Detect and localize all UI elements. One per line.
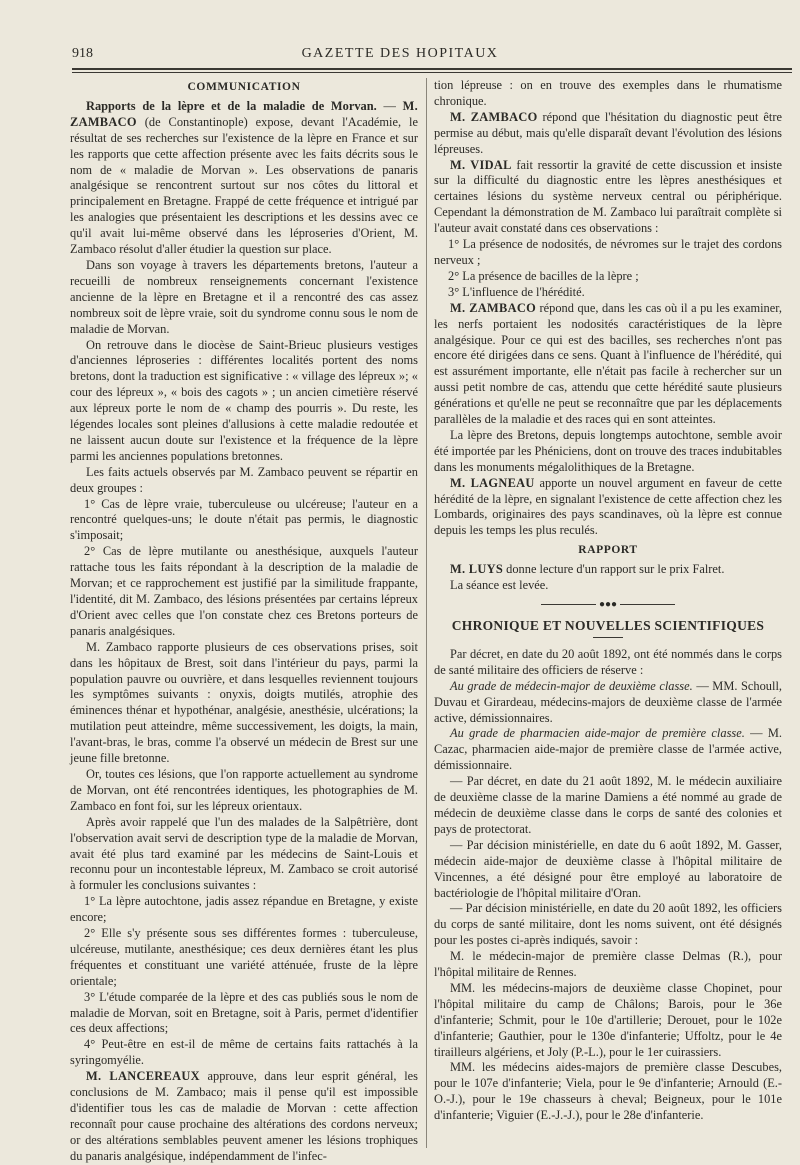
header-rule — [72, 68, 792, 70]
article-title: Rapports de la lèpre et de la maladie de Morvan. — [86, 98, 377, 113]
paragraph-text: approuve, dans leur esprit général, les conclusions de M. Zambaco; mais il pense qu'il est impossible d'identifier tous les cas de maladie de Morvan : cette affection reconnaît pour cause prochaine des altérations des cordons nerveux; or des altérations semblables peuvent amener les lésions trophiques du panaris analgésique, indépendamment de l'infec- — [70, 1069, 418, 1163]
paragraph — [434, 301, 782, 428]
right-column — [434, 78, 782, 1124]
header-rule-thin — [72, 72, 792, 73]
speaker-name: M. ZAMBACO — [450, 300, 537, 315]
paragraph — [70, 1069, 418, 1164]
paragraph-text: (de Constantinople) expose, devant l'Académie, le résultat de ses recherches sur l'existence de la lèpre en France et sur les rapports que cette affection présente avec les faits décrits sous le nom de « maladie de Morvan ». Les observations de panaris analgésique se rencontrent surtout sur nos côtes du littoral et principalement en Bretagne. Frappé de cette fréquence et intrigué par les analogies que présentaient les descriptions et les dessins avec ce qu'il avait lui-même observé dans les léproseries d'Orient, M. Zambaco résolut d'aller étudier la question sur place. — [70, 114, 418, 257]
paragraph: La lèpre des Bretons, depuis longtemps autochtone, semble avoir été importée par les Phéniciens, dont on trouve des traces indubitables dans les monuments mégalolithiques de la Bretagne. — [434, 427, 782, 474]
list-item: 2° Elle s'y présente sous ses différentes formes : tuberculeuse, ulcéreuse, mutilante, anesthésique; ces deux dernières étant les plus fréquentes et constituant une variété atténuée, fruste de la lèpre orientale; — [70, 926, 418, 988]
paragraph: Or, toutes ces lésions, que l'on rapporte actuellement au syndrome de Morvan, ont été rencontrées identiques, les photographies de M. Zambaco en font foi, sur les lépreux orientaux. — [70, 766, 418, 813]
paragraph — [434, 158, 782, 238]
section-title-chronique: CHRONIQUE ET NOUVELLES SCIENTIFIQUES — [451, 618, 765, 633]
paragraph: La séance est levée. — [450, 578, 549, 593]
paragraph — [434, 562, 782, 578]
paragraph: Après avoir rappelé que l'un des malades de la Salpêtrière, dont l'observation avait servi de description type de la maladie de Morvan, avait été plus tard examiné par les médecins de Saint-Louis et reconnu pour un incontestable lépreux, M. Zambaco se croit autorisé à formuler les conclusions suivantes : — [70, 814, 418, 893]
paragraph: M. Zambaco rapporte plusieurs de ces observations prises, soit dans les hôpitaux de Brest, soit dans l'intérieur du pays, parmi la population pauvre ou ouvrière, et dans lesquelles reviennent toujours les symptômes suivants : onyxis, doigts mutilés, atrophie des éminences thénar et hypothénar, analgésie, anesthésie, ulcérations; la mutilation peut atteindre, même successivement, les doigts, la main, l'avant-bras, le bras, comme l'a observé un médecin de Brest sur une jeune fille bretonne. — [70, 639, 418, 766]
section-title-communication: COMMUNICATION — [187, 81, 301, 93]
paragraph-text: — MM. Schoull, Duvau et Girardeau, médecins-majors de deuxième classe de l'armée active, démissionnaires. — [434, 678, 782, 725]
paragraph — [434, 726, 782, 774]
speaker-name: M. ZAMBACO — [70, 98, 418, 129]
list-item: 2° La présence de bacilles de la lèpre ; — [448, 268, 639, 283]
speaker-name: M. LUYS — [450, 562, 504, 577]
paragraph: M. le médecin-major de première classe Delmas (R.), pour l'hôpital militaire de Rennes. — [434, 949, 782, 980]
section-ornament: ●●● — [434, 600, 782, 610]
paragraph: MM. les médecins-majors de deuxième classe Chopinet, pour l'hôpital militaire du camp de Châlons; Barois, pour le 36e d'infanterie; Schmit, pour le 10e d'artillerie; Derouet, pour le 102e d'infanterie; Gauthier, pour le 130e d'infanterie; Uffoltz, pour le 4e tirailleurs algériens, et Joly (P.-L.), pour le 1er cuirassiers. — [434, 980, 782, 1059]
page-number: 918 — [72, 46, 93, 61]
list-item: 3° L'influence de l'hérédité. — [448, 284, 585, 299]
list-item: 1° Cas de lèpre vraie, tuberculeuse ou ulcéreuse; l'auteur en a rencontré quelques-uns; le doute n'était pas permis, le diagnostic s'imposait; — [70, 496, 418, 543]
paragraph-text: — M. Cazac, pharmacien aide-major de première classe de l'armée active, démissionnaire. — [434, 726, 782, 773]
paragraph: Par décret, en date du 20 août 1892, ont été nommés dans le corps de santé militaire des officiers de réserve : — [434, 646, 782, 677]
italic-grade: Au grade de médecin-major de deuxième classe. — [450, 678, 693, 693]
paragraph — [434, 476, 782, 540]
paragraph: — Par décision ministérielle, en date du 20 août 1892, les officiers du corps de santé militaire, dont les noms suivent, ont été désignés pour les postes ci-après indiqués, savoir : — [434, 901, 782, 948]
paragraph — [434, 110, 782, 158]
paragraph: Les faits actuels observés par M. Zambaco peuvent se répartir en deux groupes : — [70, 464, 418, 495]
speaker-name: M. VIDAL — [450, 157, 512, 172]
title-underline — [593, 637, 623, 638]
speaker-name: M. ZAMBACO — [450, 109, 538, 124]
paragraph-text: répond que l'hésitation du diagnostic peut être permise au début, mais qu'elle disparaît devant l'évolution des lésions lépreuses. — [434, 109, 782, 156]
paragraph-text: apporte un nouvel argument en faveur de cette hérédité de la lèpre, en signalant l'existence de cette affection chez les Lombards, originaires des pays scandinaves, où la lèpre est connue depuis les temps les plus reculés. — [434, 475, 782, 538]
paragraph: — Par décret, en date du 21 août 1892, M. le médecin auxiliaire de deuxième classe de la marine Damiens a été nommé au grade de médecin de deuxième classe dans le corps de santé des colonies et pays de protectorat. — [434, 774, 782, 836]
paragraph: — Par décision ministérielle, en date du 6 août 1892, M. Gasser, médecin aide-major de deuxième classe à l'hôpital militaire de Vincennes, a été désigné pour être employé au laboratoire de bactériologie de l'hôpital militaire d'Oran. — [434, 837, 782, 900]
paragraph: On retrouve dans le diocèse de Saint-Brieuc plusieurs vestiges d'anciennes léproseries : différentes localités portent des noms bretons, dont la traduction est significative : « village des lépreux »; « cour des lépreux », « bois des cagots » ; un ancien cimetière réservé aux lépreux porte le nom de « champ des pourris ». Du reste, les légendes locales sont pleines d'allusions à cette maladie redoutée et ne laissent aucun doute sur l'existence et la fréquence de la lèpre parmi les anciennes populations bretonnes. — [70, 337, 418, 463]
paragraph-text: donne lecture d'un rapport sur le prix Falret. — [506, 562, 725, 577]
speaker-name: M. LANCEREAUX — [86, 1069, 200, 1084]
speaker-name: M. LAGNEAU — [450, 475, 535, 490]
left-column — [70, 78, 418, 1165]
list-item: 1° La présence de nodosités, de névromes sur le trajet des cordons nerveux ; — [434, 237, 782, 267]
journal-title: GAZETTE DES HOPITAUX — [301, 46, 499, 61]
italic-grade: Au grade de pharmacien aide-major de première classe. — [450, 726, 745, 741]
paragraph-text: répond que, dans les cas où il a pu les examiner, les nerfs portaient les nodosités caractéristiques de la lèpre analgésique. Pour ce qui est des bacilles, ses recherches n'ont pas encore été dirigées dans ce sens. Quant à l'influence de l'hérédité, qui est assurément importante, elle n'était pas facile à rechercher sur un aussi petit nombre de cas, attendu que cette hérédité saute plusieurs générations et qu'elle ne peut se reconnaître que par les déplacements parallèles de la maladie et des races qui en sont atteintes. — [434, 300, 782, 427]
paragraph: tion lépreuse : on en trouve des exemples dans le rhumatisme chronique. — [434, 78, 782, 108]
paragraph — [434, 679, 782, 727]
section-title-rapport: RAPPORT — [578, 544, 638, 557]
list-item: 4° Peut-être en est-il de même de certains faits rattachés à la syringomyélie. — [70, 1037, 418, 1068]
article-title-paragraph: Rapports de la lèpre et de la maladie de Morvan. — M. ZAMBACO (de Constantinople) expose, devant l'Académie, le résultat de ses recherches sur l'existence de la lèpre en France et sur les rapports que cette affection présente avec les faits décrits sous le nom de « maladie de Morvan ». Les observations de panaris analgésique se rencontrent surtout sur nos côtes du littoral et principalement en Bretagne. Frappé de cette fréquence et intrigué par les analogies que présentaient les descriptions et les dessins avec ce qu'il avait lui-même observé dans les léproseries d'Orient, M. Zambaco résolut d'aller étudier la question sur place. — [70, 98, 418, 257]
column-divider — [426, 78, 427, 1148]
paragraph: MM. les médecins aides-majors de première classe Descubes, pour le 107e d'infanterie; Viela, pour le 9e d'infanterie; Arnould (E.-O.-J.), pour le 19e chasseurs à cheval; Beigneux, pour le 101e d'infanterie; Viguier (E.-J.-J.), pour le 28e d'infanterie. — [434, 1060, 782, 1123]
paragraph: Dans son voyage à travers les départements bretons, l'auteur a recueilli de nombreux renseignements concernant l'existence ancienne de la lèpre en Bretagne et il a rencontré des cas assez nombreux soit de lèpre vraie, soit du syndrome connu sous le nom de maladie de Morvan. — [70, 257, 418, 336]
list-item: 2° Cas de lèpre mutilante ou anesthésique, auxquels l'auteur rattache tous les faits répondant à la description de la maladie de Morvan; et ce rapprochement est justifié par la similitude frappante, l'identité, dit M. Zambaco, des lésions présentées par certains lépreux d'Orient avec celles que l'on constate chez ces Bretons porteurs de panaris analgésiques. — [70, 544, 418, 638]
list-item: 1° La lèpre autochtone, jadis assez répandue en Bretagne, y existe encore; — [70, 894, 418, 925]
paragraph-text: fait ressortir la gravité de cette discussion et insiste sur la difficulté du diagnostic entre les lèpres anesthésiques et certaines lésions du système nerveux central ou périphérique. Cependant la démonstration de M. Zambaco lui paraîtrait complète si l'auteur avait constaté dans ces observations : — [434, 157, 782, 236]
list-item: 3° L'étude comparée de la lèpre et des cas publiés sous le nom de maladie de Morvan, soit en Bretagne, soit à Paris, permet d'identifier ces deux affections; — [70, 989, 418, 1036]
